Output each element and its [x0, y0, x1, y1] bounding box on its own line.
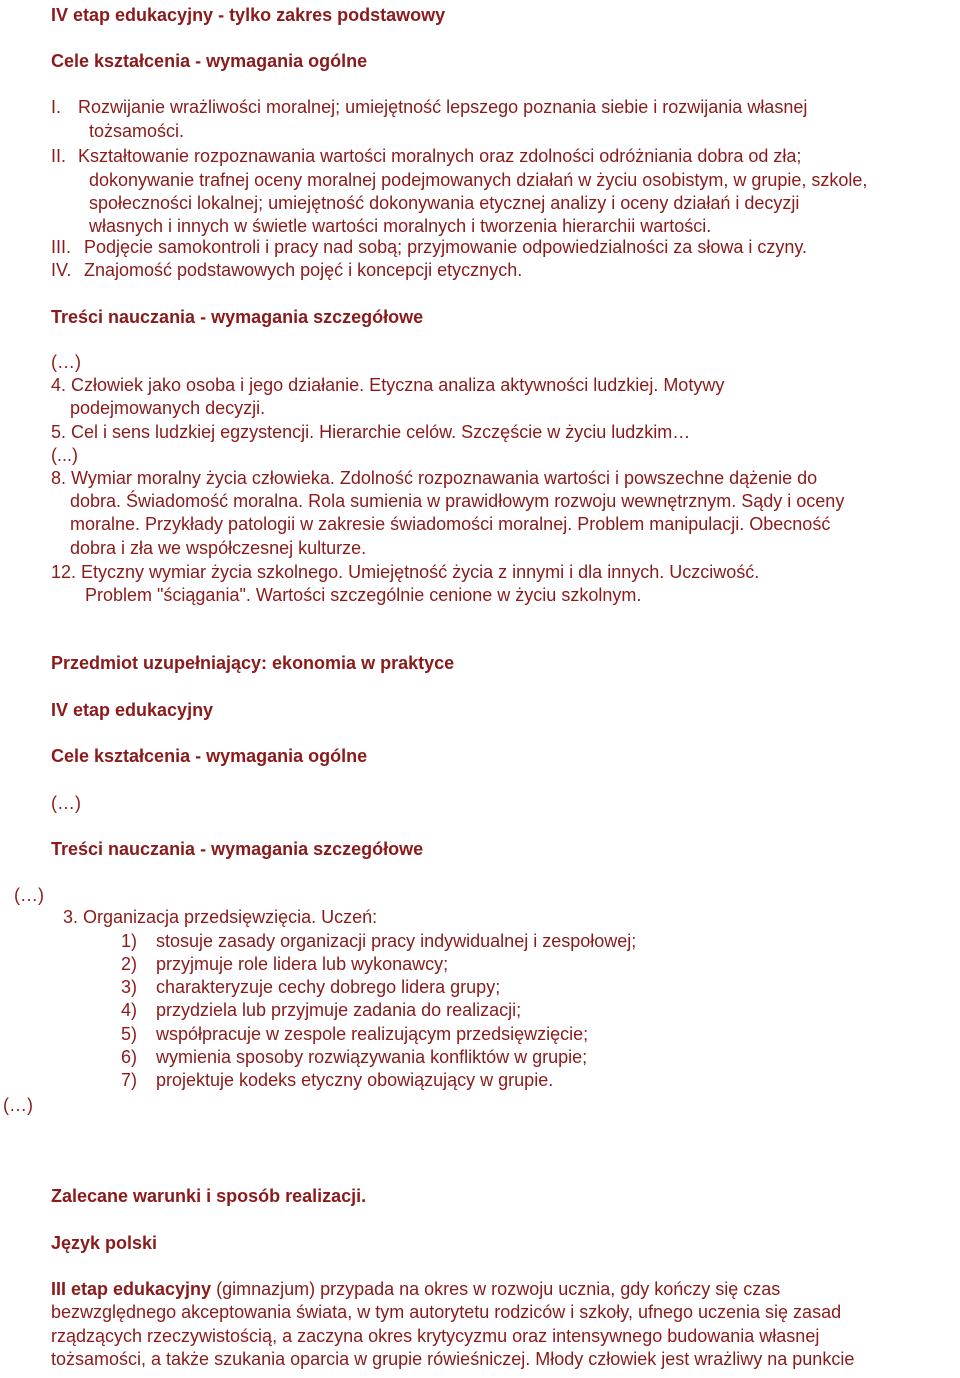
subitem-number: 4): [121, 1000, 138, 1020]
goal-text-line: Rozwijanie wrażliwości moralnej; umiejętność lepszego poznania siebie i rozwijania własnej: [78, 97, 808, 117]
subitem-number: 6): [121, 1047, 138, 1067]
goal-text-line: Kształtowanie rozpoznawania wartości moralnych oraz zdolności odróżniania dobra od zła;: [78, 146, 802, 166]
subitem-text: przydziela lub przyjmuje zadania do realizacji;: [156, 1000, 522, 1020]
ellipsis: (…): [3, 1095, 33, 1115]
content-item-line: moralne. Przykłady patologii w zakresie świadomości moralnej. Problem manipulacji. Obecność: [70, 514, 831, 534]
subitem-text: charakteryzuje cechy dobrego lidera grupy;: [156, 977, 501, 997]
subitem-text: współpracuje w zespole realizującym przedsięwzięcie;: [156, 1024, 589, 1044]
subitem-number: 7): [121, 1070, 138, 1090]
stage-heading: IV etap edukacyjny: [51, 700, 214, 720]
content-item-line: dobra i zła we współczesnej kulturze.: [70, 538, 367, 558]
content-item-line: 4. Człowiek jako osoba i jego działanie. Etyczna analiza aktywności ludzkiej. Motywy: [51, 375, 725, 395]
paragraph-text: (gimnazjum) przypada na okres w rozwoju ucznia, gdy kończy się czas: [211, 1279, 781, 1299]
goal-number: IV.: [51, 260, 72, 280]
goals-heading: Cele kształcenia - wymagania ogólne: [51, 51, 368, 71]
conditions-heading: Zalecane warunki i sposób realizacji.: [51, 1186, 367, 1206]
subject-heading: Przedmiot uzupełniający: ekonomia w praktyce: [51, 653, 455, 673]
subitem-text: projektuje kodeks etyczny obowiązujący w grupie.: [156, 1070, 554, 1090]
goal-text-line: tożsamości.: [89, 121, 185, 141]
subitem-number: 5): [121, 1024, 138, 1044]
ellipsis: (…): [51, 352, 81, 372]
language-heading: Język polski: [51, 1233, 158, 1253]
section-title: IV etap edukacyjny - tylko zakres podstawowy: [51, 5, 446, 25]
goal-text-line: Znajomość podstawowych pojęć i koncepcji etycznych.: [84, 260, 523, 280]
subitem-number: 3): [121, 977, 138, 997]
goal-text-line: dokonywanie trafnej oceny moralnej podejmowanych działań w życiu osobistym, w grupie, szkole,: [89, 170, 868, 190]
content-item-line: podejmowanych decyzji.: [70, 398, 266, 418]
goal-number: I.: [51, 97, 62, 117]
subitem-number: 2): [121, 954, 138, 974]
content-item-line: 12. Etyczny wymiar życia szkolnego. Umiejętność życia z innymi i dla innych. Uczciwość.: [51, 562, 760, 582]
paragraph-line: bezwzględnego akceptowania świata, w tym autorytetu rodziców i szkoły, ufnego uczenia się zasad: [51, 1302, 842, 1322]
goal-number: II.: [51, 146, 67, 166]
content-heading: Treści nauczania - wymagania szczegółowe: [51, 839, 424, 859]
subitem-text: stosuje zasady organizacji pracy indywidualnej i zespołowej;: [156, 931, 637, 951]
goal-text-line: społeczności lokalnej; umiejętność dokonywania etycznej analizy i oceny działań i decyzji: [89, 193, 800, 213]
paragraph-line: [51, 1278, 780, 1301]
content-item-line: 5. Cel i sens ludzkiej egzystencji. Hierarchie celów. Szczęście w życiu ludzkim…: [51, 422, 691, 442]
ellipsis: (…): [51, 793, 81, 813]
content-item-line: Problem "ściągania". Wartości szczególnie cenione w życiu szkolnym.: [85, 585, 642, 605]
ellipsis: (…): [14, 885, 44, 905]
content-item-line: dobra. Świadomość moralna. Rola sumienia w prawidłowym rozwoju wewnętrznym. Sądy i oceny: [70, 491, 845, 511]
content-item-line: 3. Organizacja przedsięwzięcia. Uczeń:: [63, 907, 378, 927]
subitem-text: wymienia sposoby rozwiązywania konfliktów w grupie;: [156, 1047, 588, 1067]
paragraph-line: tożsamości, a także szukania oparcia w grupie rówieśniczej. Młody człowiek jest wrażliwy na punkcie: [51, 1349, 855, 1369]
goal-text-line: własnych i innych w świetle wartości moralnych i tworzenia hierarchii wartości.: [89, 216, 712, 236]
content-heading: Treści nauczania - wymagania szczegółowe: [51, 307, 424, 327]
stage-name: III etap edukacyjny: [51, 1279, 212, 1299]
content-item-line: 8. Wymiar moralny życia człowieka. Zdolność rozpoznawania wartości i powszechne dążenie do: [51, 468, 818, 488]
paragraph-line: rządzących rzeczywistością, a zaczyna okres krytycyzmu oraz intensywnego budowania własnej: [51, 1326, 820, 1346]
goal-number: III.: [51, 237, 72, 257]
goals-heading: Cele kształcenia - wymagania ogólne: [51, 746, 368, 766]
goal-text-line: Podjęcie samokontroli i pracy nad sobą; przyjmowanie odpowiedzialności za słowa i czyny.: [84, 237, 808, 257]
subitem-text: przyjmuje role lidera lub wykonawcy;: [156, 954, 449, 974]
ellipsis: (...): [51, 445, 78, 465]
subitem-number: 1): [121, 931, 138, 951]
